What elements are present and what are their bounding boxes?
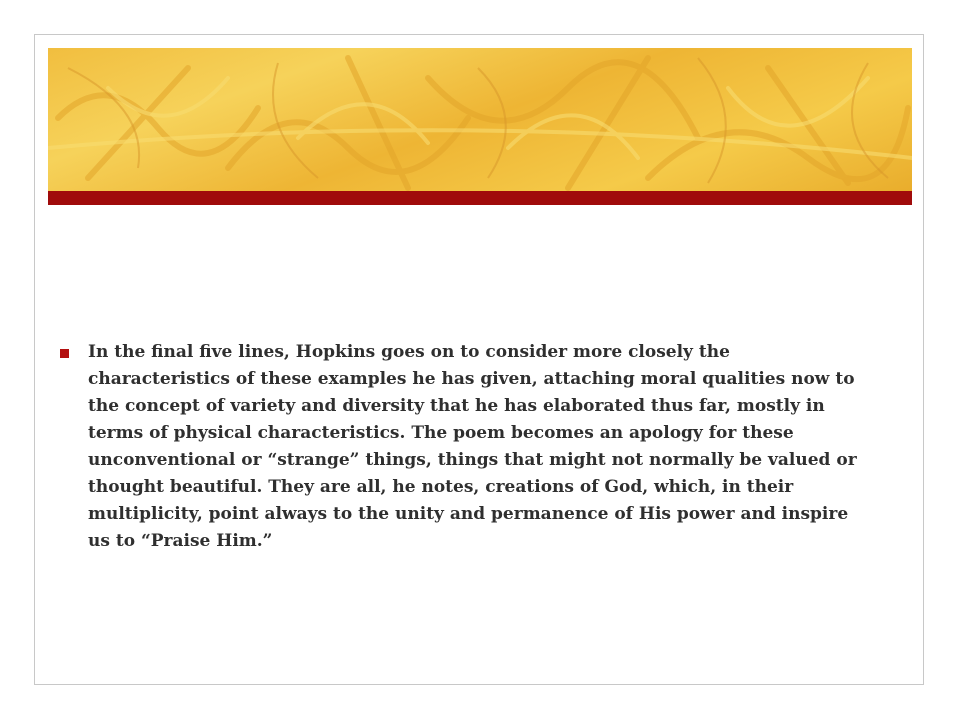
bullet-text: In the final five lines, Hopkins goes on to consider more closely the characteristics of these examples he has given, attaching moral qualities now to the concept of variety and diversity that he has elaborated thus far, mostly in terms of physical characteristics. The poem becomes an apology for these unconventional or “strange” things, things that might not normally be valued or thought beautiful. They are all, he notes, creations of God, which, in their multiplicity, point always to the unity and permanence of His power and inspire us to “Praise Him.”: [88, 342, 857, 551]
banner-stripe: [48, 191, 912, 205]
square-bullet-icon: [60, 349, 69, 358]
decorative-banner: [48, 48, 912, 191]
bullet-item: [60, 339, 880, 555]
banner-texture: [48, 48, 912, 191]
